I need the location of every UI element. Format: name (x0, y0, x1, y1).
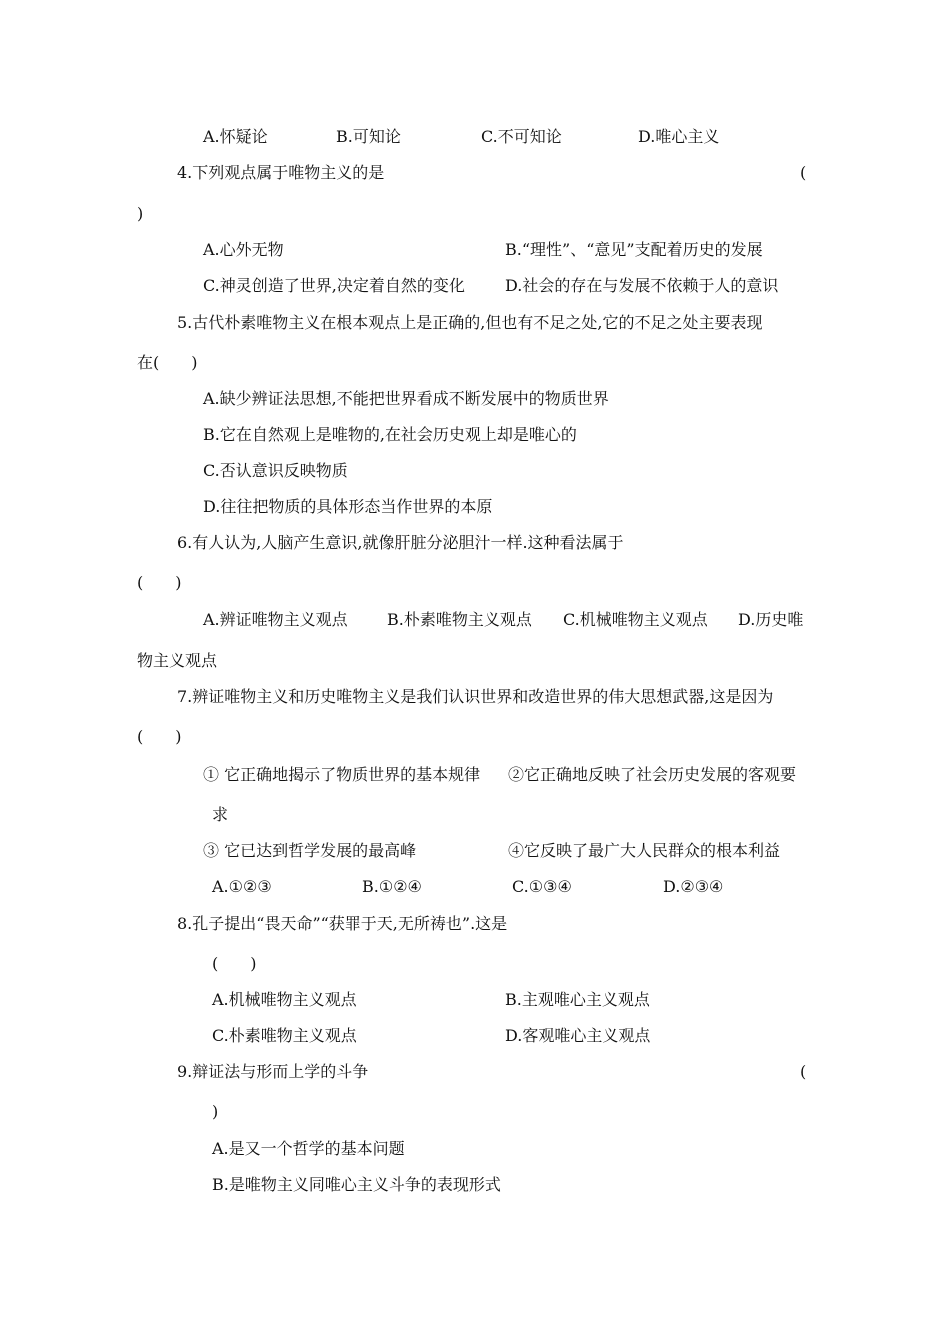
question-8-stem: 8.孔子提出“畏天命”“获罪于天,无所祷也”.这是 (177, 914, 508, 933)
option-a: A.①②③ (212, 877, 272, 896)
option-c: C.否认意识反映物质 (203, 461, 348, 480)
option-c: C.朴素唯物主义观点 (212, 1026, 357, 1045)
option-d: D.客观唯心主义观点 (505, 1026, 651, 1045)
statement-2: ②它正确地反映了社会历史发展的客观要 (508, 765, 797, 784)
option-d-continued: 物主义观点 (137, 651, 218, 670)
answer-paren: ( ) (212, 954, 257, 973)
question-4-stem: 4.下列观点属于唯物主义的是 (177, 163, 385, 182)
option-b: B.朴素唯物主义观点 (387, 610, 532, 629)
option-d: D.往往把物质的具体形态当作世界的本原 (203, 497, 493, 516)
option-b: B.可知论 (336, 127, 401, 146)
option-c: C.不可知论 (481, 127, 562, 146)
option-a: A.缺少辨证法思想,不能把世界看成不断发展中的物质世界 (203, 389, 609, 408)
answer-paren-close: ) (212, 1102, 219, 1121)
option-b: B.是唯物主义同唯心主义斗争的表现形式 (212, 1175, 501, 1194)
question-5-stem: 5.古代朴素唯物主义在根本观点上是正确的,但也有不足之处,它的不足之处主要表现 (177, 313, 763, 332)
option-d: D.社会的存在与发展不依赖于人的意识 (505, 276, 779, 295)
option-d: D.②③④ (663, 877, 724, 896)
option-c: C.机械唯物主义观点 (563, 610, 708, 629)
option-c: C.神灵创造了世界,决定着自然的变化 (203, 276, 465, 295)
statement-1: ① 它正确地揭示了物质世界的基本规律 (203, 765, 481, 784)
question-7-stem: 7.辨证唯物主义和历史唯物主义是我们认识世界和改造世界的伟大思想武器,这是因为 (177, 687, 774, 706)
answer-paren: ( ) (137, 573, 182, 592)
statement-4: ④它反映了最广大人民群众的根本利益 (508, 841, 781, 860)
option-b: B.它在自然观上是唯物的,在社会历史观上却是唯心的 (203, 425, 577, 444)
answer-paren-close: ) (137, 204, 144, 223)
option-d: D.历史唯 (738, 610, 804, 629)
answer-paren: ( ) (137, 727, 182, 746)
question-6-stem: 6.有人认为,人脑产生意识,就像肝脏分泌胆汁一样.这种看法属于 (177, 533, 624, 552)
option-c: C.①③④ (512, 877, 572, 896)
statement-2-continued: 求 (212, 805, 229, 824)
option-a: A.机械唯物主义观点 (212, 990, 357, 1009)
option-a: A.怀疑论 (203, 127, 268, 146)
option-d: D.唯心主义 (638, 127, 720, 146)
question-9-stem: 9.辩证法与形而上学的斗争 (177, 1062, 369, 1081)
statement-3: ③ 它已达到哲学发展的最高峰 (203, 841, 417, 860)
answer-paren-open: ( (800, 163, 807, 182)
answer-paren-open: ( (800, 1062, 807, 1081)
question-5-stem-continued: 在( ) (137, 353, 198, 372)
option-a: A.是又一个哲学的基本问题 (212, 1139, 405, 1158)
option-b: B.①②④ (362, 877, 422, 896)
option-b: B.主观唯心主义观点 (505, 990, 650, 1009)
option-a: A.辨证唯物主义观点 (203, 610, 348, 629)
option-a: A.心外无物 (203, 240, 284, 259)
option-b: B.“理性”、“意见”支配着历史的发展 (505, 240, 763, 259)
